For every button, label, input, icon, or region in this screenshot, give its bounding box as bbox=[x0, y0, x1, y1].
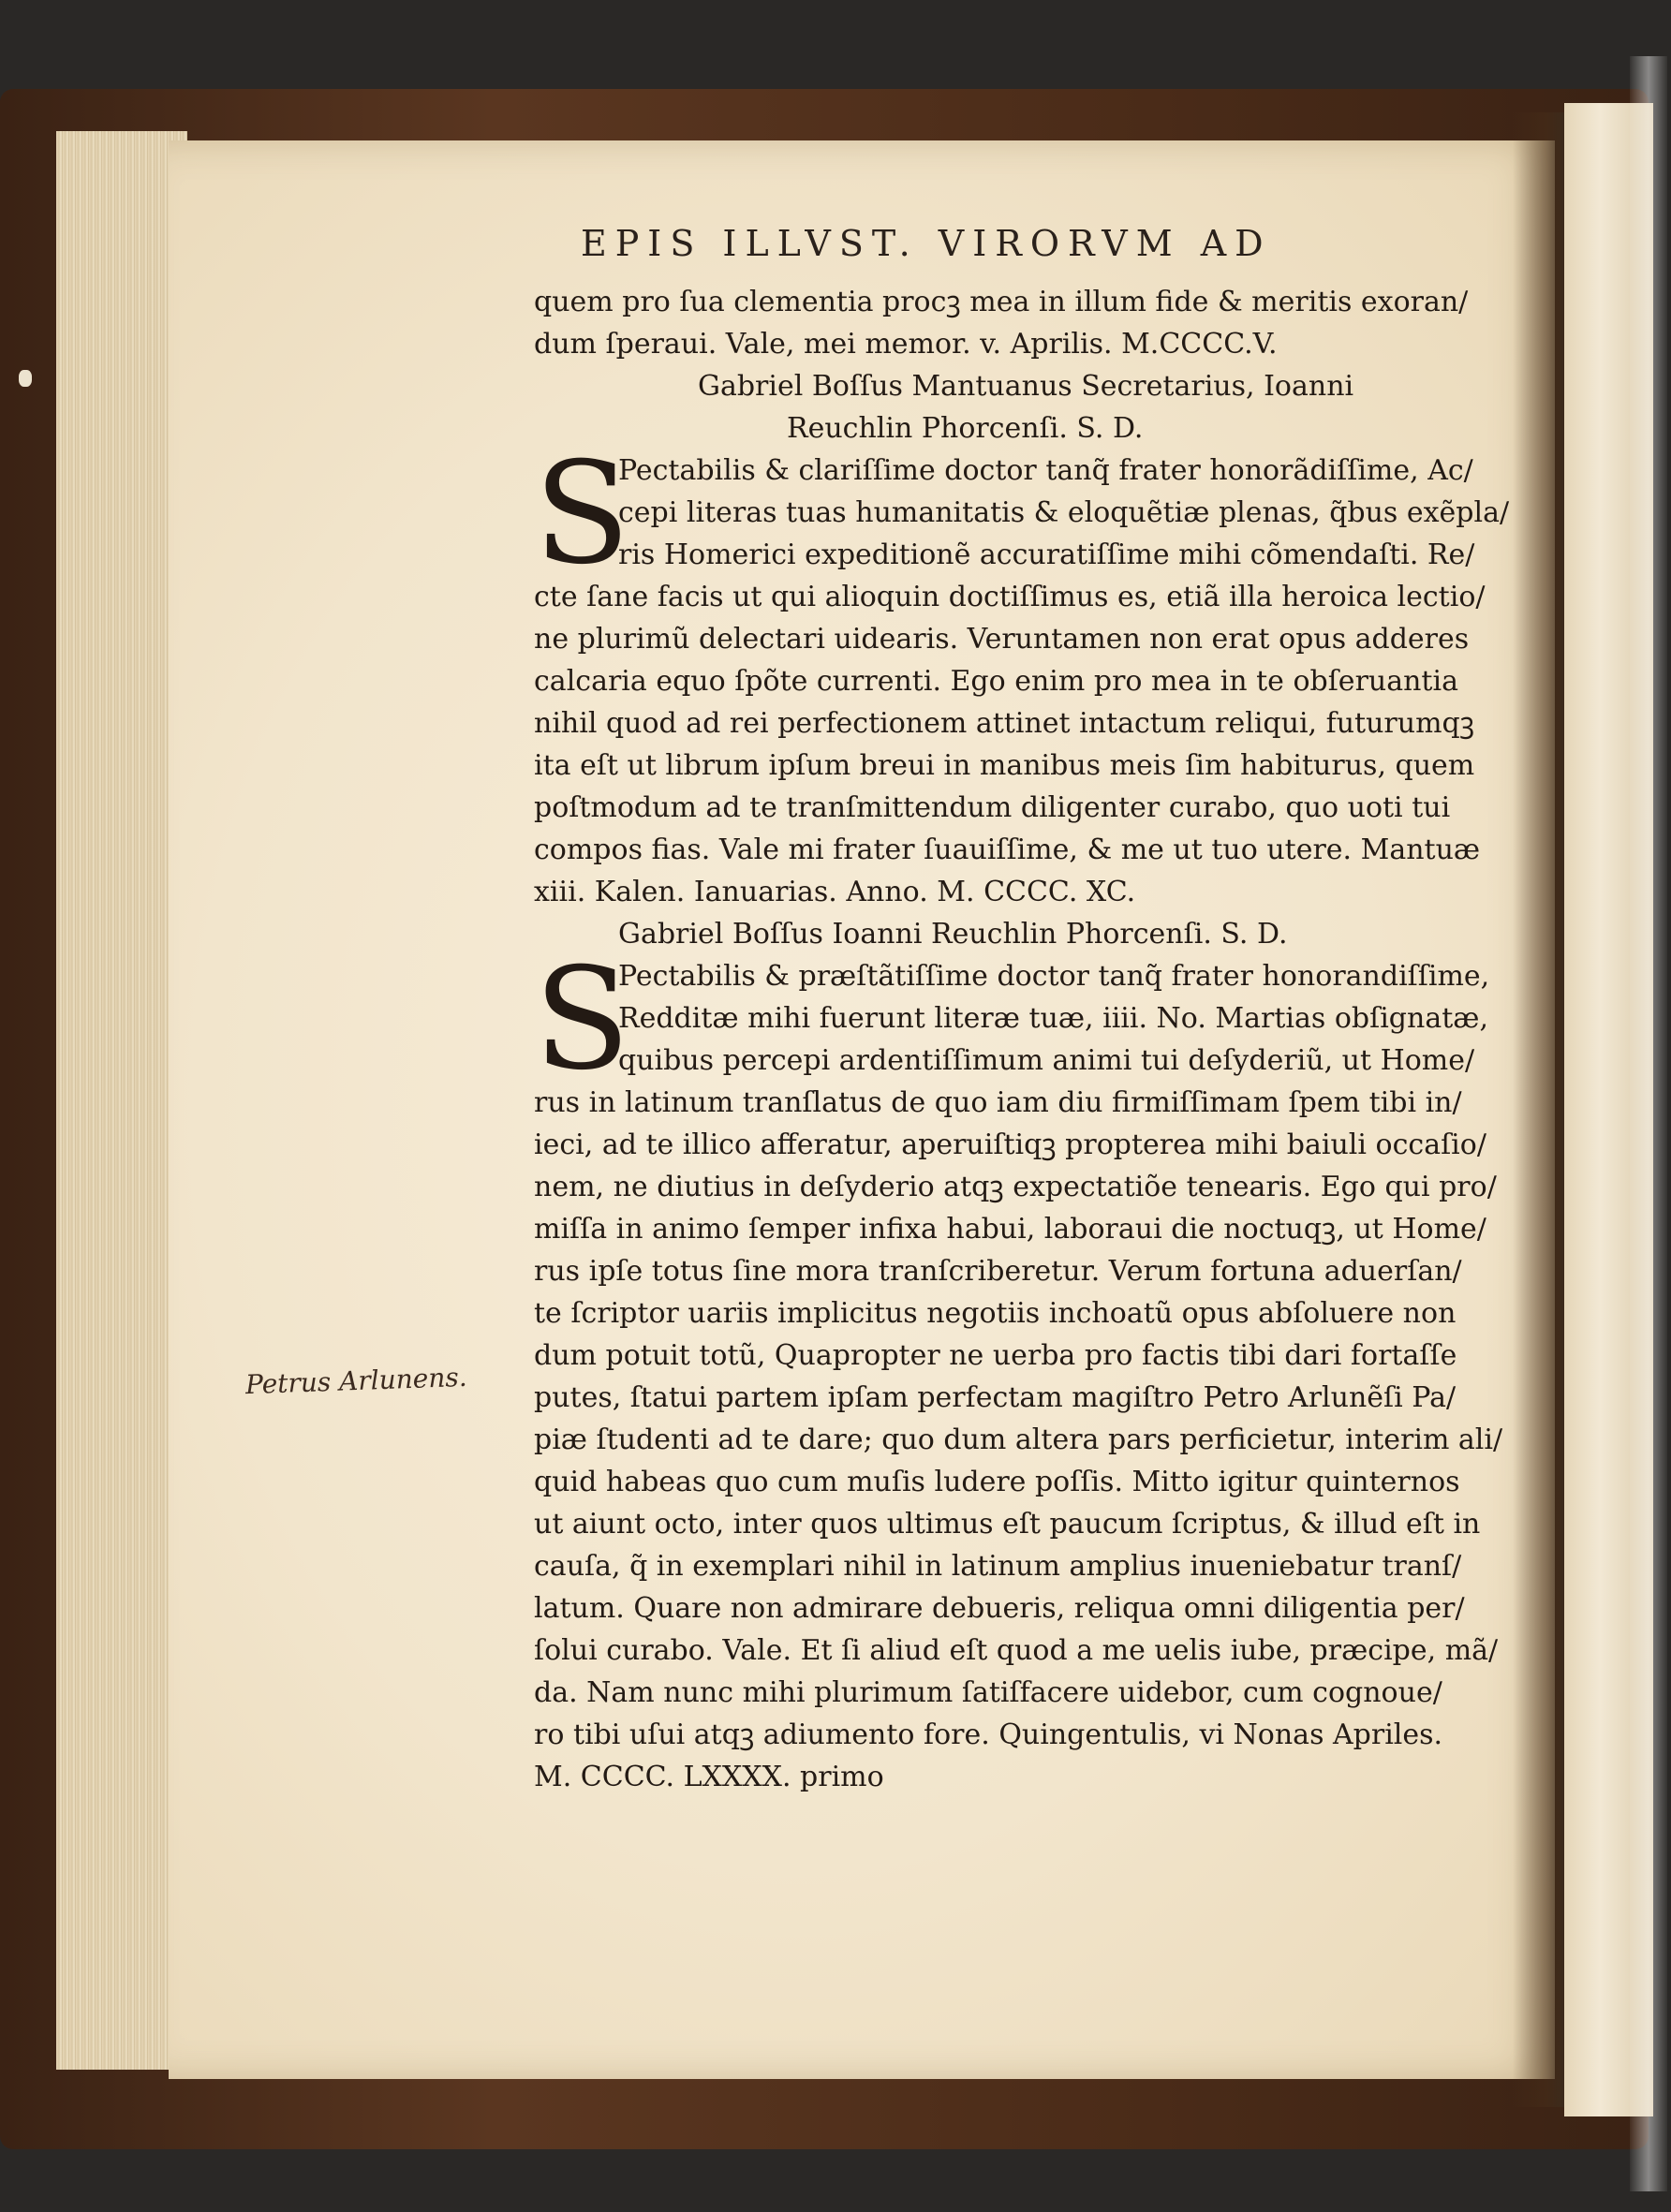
text-line: te ſcriptor uariis implicitus negotiis inchoatũ opus abſoluere non bbox=[534, 1297, 1457, 1330]
text-line: xiii. Kalen. Ianuarias. Anno. M. CCCC. XC. bbox=[534, 876, 1136, 908]
text-line: nem, ne diutius in deſyderio atqꝫ expectatiõe tenearis. Ego qui pro/ bbox=[534, 1171, 1497, 1203]
text-line: Pectabilis & clariſſime doctor tanq̃ frater honorãdiſſime, Ac/ bbox=[618, 454, 1473, 487]
text-line: calcaria equo ſpõte currenti. Ego enim pro mea in te obſeruantia bbox=[534, 665, 1458, 698]
text-line: quid habeas quo cum muſis ludere poſſis. Mitto igitur quinternos bbox=[534, 1466, 1460, 1498]
main-text-block bbox=[534, 281, 1510, 1798]
letter-heading: Reuchlin Phorcenſi. S. D. bbox=[787, 412, 1144, 445]
text-line: poſtmodum ad te tranſmittendum diligenter curabo, quo uoti tui bbox=[534, 791, 1451, 824]
text-line: quem pro ſua clementia procꝫ mea in illum fide & meritis exoran/ bbox=[534, 286, 1469, 318]
text-line: rus in latinum tranſlatus de quo iam diu firmiſſimam ſpem tibi in/ bbox=[534, 1086, 1462, 1119]
text-line: ita eſt ut librum ipſum breui in manibus meis ſim habiturus, quem bbox=[534, 749, 1475, 782]
text-line: miſſa in animo ſemper infixa habui, laboraui die noctuqꝫ, ut Home/ bbox=[534, 1213, 1486, 1246]
letter-heading: Gabriel Boſſus Ioanni Reuchlin Phorcenſi. S. D. bbox=[618, 918, 1288, 951]
letter-2-opening bbox=[534, 938, 1490, 1101]
text-line: M. CCCC. LXXXX. primo bbox=[534, 1761, 884, 1793]
text-line: compos fias. Vale mi frater ſuauiſſime, & me ut tuo utere. Mantuæ bbox=[534, 833, 1481, 866]
text-line: ne plurimũ delectari uidearis. Veruntamen non erat opus adderes bbox=[534, 623, 1470, 656]
handwritten-margin-note: Petrus Arlunens. bbox=[244, 1361, 468, 1401]
text-line: cepi literas tuas humanitatis & eloquẽtiæ plenas, q̃bus exẽpla/ bbox=[618, 496, 1510, 529]
text-line: ſolui curabo. Vale. Et ſi aliud eſt quod a me uelis iube, præcipe, mã/ bbox=[534, 1634, 1499, 1667]
text-line: ut aiunt octo, inter quos ultimus eſt paucum ſcriptus, & illud eſt in bbox=[534, 1508, 1481, 1541]
letter-1-opening bbox=[534, 433, 1510, 596]
text-line: piæ ſtudenti ad te dare; quo dum altera pars perficietur, interim ali/ bbox=[534, 1423, 1503, 1456]
gutter-shadow bbox=[1513, 112, 1569, 2107]
text-line: rus ipſe totus ſine mora tranſcriberetur. Verum fortuna aduerſan/ bbox=[534, 1255, 1462, 1288]
text-line: putes, ſtatui partem ipſam perfectam magiſtro Petro Arlunẽſi Pa/ bbox=[534, 1381, 1457, 1414]
text-line: quibus percepi ardentiſſimum animi tui deſyderiũ, ut Home/ bbox=[618, 1044, 1475, 1077]
text-line: Redditæ mihi fuerunt literæ tuæ, iiii. No. Martias obſignatæ, bbox=[618, 1002, 1488, 1035]
text-line: ris Homerici expeditionẽ accuratiſſime mihi cõmendaſti. Re/ bbox=[618, 538, 1475, 571]
text-line: latum. Quare non admirare debueris, reliqua omni diligentia per/ bbox=[534, 1592, 1465, 1625]
text-line: Pectabilis & præſtãtiſſime doctor tanq̃ frater honorandiſſime, bbox=[618, 960, 1490, 993]
text-line: cauſa, q̃ in exemplari nihil in latinum amplius inueniebatur tranſ/ bbox=[534, 1550, 1462, 1583]
drop-cap: S bbox=[534, 938, 630, 1101]
text-line: da. Nam nunc mihi plurimum ſatiſfacere uidebor, cum cognoue/ bbox=[534, 1676, 1442, 1709]
cover-mark bbox=[19, 370, 32, 387]
text-line: ieci, ad te illico afferatur, aperuiſtiqꝫ propterea mihi baiuli occaſio/ bbox=[534, 1128, 1486, 1161]
text-line: cte ſane facis ut qui alioquin doctiſſimus es, etiã illa heroica lectio/ bbox=[534, 581, 1486, 613]
text-line: ro tibi uſui atqꝫ adiumento fore. Quingentulis, vi Nonas Apriles. bbox=[534, 1718, 1443, 1751]
drop-cap: S bbox=[534, 433, 630, 596]
text-line: dum ſperaui. Vale, mei memor. v. Aprilis. M.CCCC.V. bbox=[534, 328, 1278, 361]
glass-clip bbox=[1630, 56, 1667, 2191]
letter-heading: Gabriel Boſſus Mantuanus Secretarius, Ioanni bbox=[698, 370, 1354, 403]
running-head: EPIS ILLVST. VIRORVM AD bbox=[581, 223, 1272, 264]
text-line: nihil quod ad rei perfectionem attinet intactum reliqui, futurumqꝫ bbox=[534, 707, 1475, 740]
page-edges bbox=[56, 131, 187, 2070]
text-line: dum potuit totũ, Quapropter ne uerba pro factis tibi dari fortaſſe bbox=[534, 1339, 1457, 1372]
